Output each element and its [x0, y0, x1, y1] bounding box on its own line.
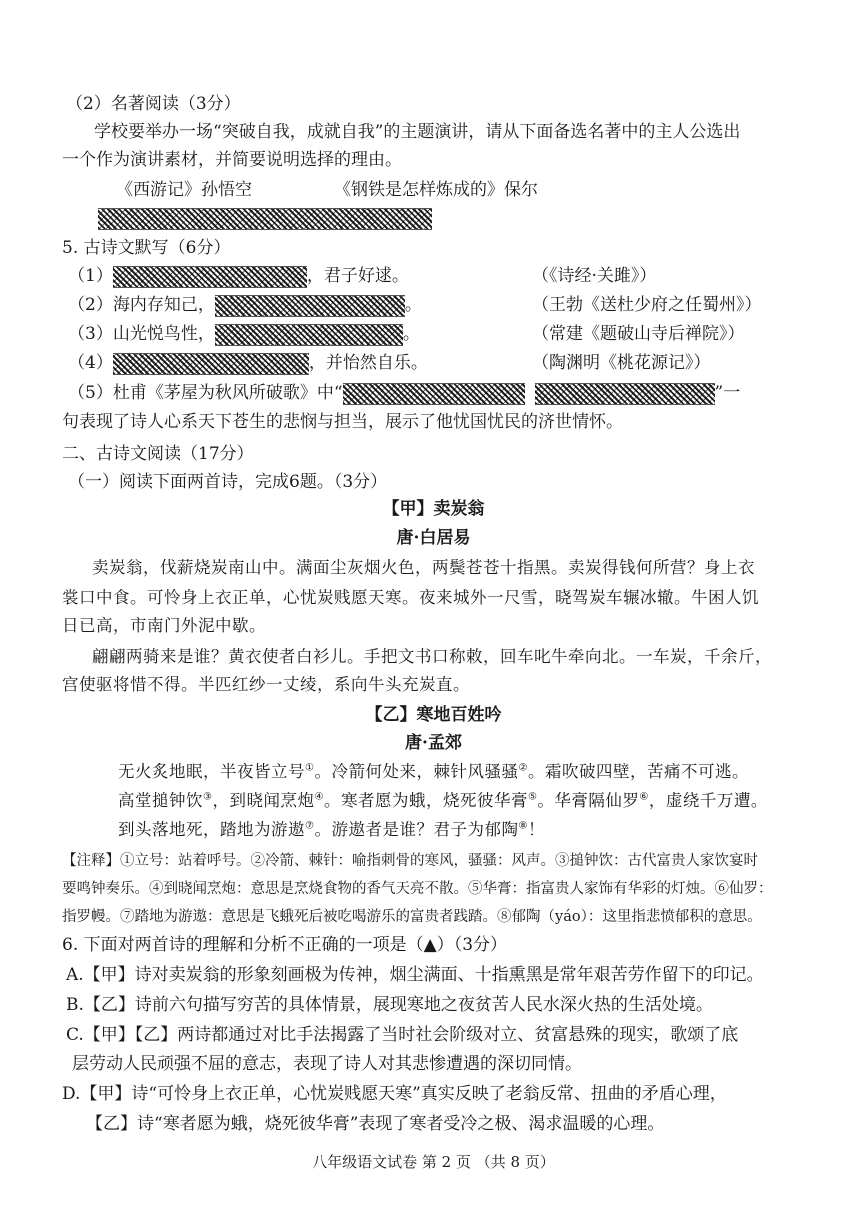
q6-option-d-line1: D.【甲】诗“可怜身上衣正单，心忧炭贱愿天寒”真实反映了老翁反常、扭曲的矛盾心理， [62, 1084, 727, 1104]
scribble-mark [98, 208, 432, 230]
q5-item-1 [68, 264, 409, 288]
q5-item-after: ，君子好逑。 [306, 266, 409, 286]
reading-prompt-line1: 学校要举办一场“突破自我，成就自我”的主题演讲，请从下面备选名著中的主人公选出 [94, 122, 741, 142]
book-option-2: 《钢铁是怎样炼成的》保尔 [334, 180, 538, 200]
q5-item-3-source: （常建《题破山寺后禅院》） [532, 324, 745, 344]
q5-item-num: （4） [68, 353, 113, 373]
poem-a-line: 宫使驱将惜不得。半匹红纱一丈绫，系向牛头充炭直。 [62, 675, 470, 694]
scribble-mark [113, 353, 309, 375]
footnote-mark: ⑦ [305, 820, 315, 832]
poem-b-author: 唐·孟郊 [405, 733, 462, 753]
q5-item5-text-b: ”一 [714, 383, 741, 403]
scribble-mark [215, 324, 403, 346]
q5-item-num: （2） [68, 295, 113, 315]
footnote-mark: ⑧ [518, 820, 528, 832]
scribble-mark [113, 266, 307, 288]
q5-item-1-source: （《诗经·关雎》） [532, 266, 657, 286]
q6-option-b: B.【乙】诗前六句描写穷苦的具体情景，展现寒地之夜贫苦人民水深火热的生活处境。 [66, 995, 713, 1015]
footnote-mark: ② [518, 762, 528, 774]
q5-item-5-line2: 句表现了诗人心系天下苍生的悲悯与担当，展示了他忧国忧民的济世情怀。 [62, 412, 623, 432]
poem-b-line-1 [118, 760, 749, 784]
q5-item-4 [68, 351, 428, 375]
footnote-mark: ⑥ [639, 791, 649, 803]
q6-option-a: A.【甲】诗对卖炭翁的形象刻画极为传神，烟尘满面、十指熏黑是常年艰苦劳作留下的印记。 [66, 965, 764, 985]
poem-b-text: 到头落地死，踏地为游遨 [118, 820, 305, 839]
poem-b-line-2 [118, 789, 768, 813]
q5-item-before: 海内存知己， [112, 295, 215, 315]
scribble-mark [215, 295, 405, 317]
poem-b-text: ，到晓闻烹炮 [212, 791, 315, 810]
poem-a-line: 日已高，市南门外泥中歇。 [62, 616, 266, 635]
q6-stem-score: ）（3分） [436, 935, 508, 955]
redacted-answer [98, 206, 432, 230]
q5-item-2-source: （王勃《送杜少府之任蜀州》） [532, 295, 762, 315]
scribble-mark [535, 383, 715, 405]
q5-item-before: 山光悦鸟性， [112, 324, 215, 344]
q5-item-3 [68, 322, 420, 346]
notes-line-1: 【注释】①立号：站着呼号。②冷箭、棘针：喻指刺骨的寒风，骚骚：风声。③搥钟饮：古代富贵人家饮宴时 [62, 853, 758, 869]
book-option-1: 《西游记》孙悟空 [116, 180, 252, 200]
footnote-mark: ④ [314, 791, 324, 803]
q5-item-after: ，并怡然自乐。 [308, 353, 428, 373]
q5-item-after: 。 [402, 324, 420, 344]
poem-a-line: 卖炭翁，伐薪烧炭南山中。满面尘灰烟火色，两鬓苍苍十指黑。卖炭得钱何所营？身上衣 [92, 558, 755, 577]
poem-a-line: 翩翩两骑来是谁？黄衣使者白衫儿。手把文书口称敕，回车叱牛牵向北。一车炭，千余斤， [92, 647, 772, 666]
poem-b-line-3 [118, 818, 545, 842]
poem-a-author: 唐·白居易 [396, 528, 471, 548]
notes-line-3: 指罗幔。⑦踏地为游遨：意思是飞蛾死后被吃喝游乐的富贵者践踏。⑧郁陶（yáo）：这里指悲愤郁积的意思。 [62, 909, 762, 925]
poem-b-text: 。游遨者是谁？君子为郁陶 [314, 820, 519, 839]
q5-item-num: （1） [68, 266, 113, 286]
section2-heading: 二、古诗文阅读（17分） [62, 444, 254, 464]
poem-b-text: 。寒者愿为蛾，烧死彼华膏 [323, 791, 528, 810]
footnote-mark: ① [305, 762, 315, 774]
poem-a-title: 【甲】卖炭翁 [382, 499, 485, 519]
notes-line-2: 要鸣钟奏乐。④到晓闻烹炮：意思是烹烧食物的香气天亮不散。⑤华膏：指富贵人家饰有华彩的灯烛。⑥仙罗： [62, 881, 773, 897]
footnote-mark: ⑤ [527, 791, 538, 803]
poem-a-line: 裳口中食。可怜身上衣正单，心忧炭贱愿天寒。夜来城外一尺雪，晓驾炭车辗冰辙。牛困人饥 [62, 588, 759, 607]
q5-item-2 [68, 293, 422, 317]
page-footer: 八年级语文试卷 第 2 页 （共 8 页） [312, 1153, 555, 1171]
q6-stem-text: 6. 下面对两首诗的理解和分析不正确的一项是（ [62, 935, 424, 955]
poem-b-title: 【乙】寒地百姓吟 [365, 705, 502, 725]
answer-triangle-icon: ▲ [423, 935, 437, 955]
poem-b-text: ，虚绕千万遭。 [648, 791, 768, 810]
footnote-mark: ③ [203, 791, 213, 803]
q6-option-c-line2: 层劳动人民顽强不屈的意志，表现了诗人对其悲惨遭遇的深切同情。 [72, 1054, 582, 1074]
q6-stem [62, 933, 507, 957]
poem-b-text: 高堂搥钟饮 [118, 791, 203, 810]
poem-b-text: 。霜吹破四壁，苦痛不可逃。 [527, 762, 749, 781]
scribble-mark [343, 383, 525, 405]
q5-item-after: 。 [404, 295, 422, 315]
reading-heading: （2）名著阅读（3分） [66, 94, 241, 114]
poem-b-text: ！ [527, 820, 545, 839]
q5-item-5-line1 [68, 381, 740, 405]
poem-b-text: 。华膏隔仙罗 [537, 791, 640, 810]
q6-option-d-line2: 【乙】诗“寒者愿为蛾，烧死彼华膏”表现了寒者受冷之极、渴求温暖的心理。 [86, 1114, 665, 1134]
q6-option-c-line1: C.【甲】【乙】两诗都通过对比手法揭露了当时社会阶级对立、贫富悬殊的现实，歌颂了底 [66, 1025, 739, 1045]
q5-heading: 5. 古诗文默写（6分） [62, 238, 231, 258]
poem-b-text: 。冷箭何处来，棘针风骚骚 [314, 762, 519, 781]
q5-item-num: （3） [68, 324, 113, 344]
section2-subheading: （一）阅读下面两首诗，完成6题。（3分） [68, 472, 388, 492]
q5-item-4-source: （陶渊明《桃花源记》） [532, 353, 711, 373]
q5-item5-text-a: （5）杜甫《茅屋为秋风所破歌》中“ [68, 383, 343, 403]
reading-prompt-line2: 一个作为演讲素材，并简要说明选择的理由。 [62, 150, 402, 170]
poem-b-text: 无火炙地眠，半夜皆立号 [118, 762, 305, 781]
